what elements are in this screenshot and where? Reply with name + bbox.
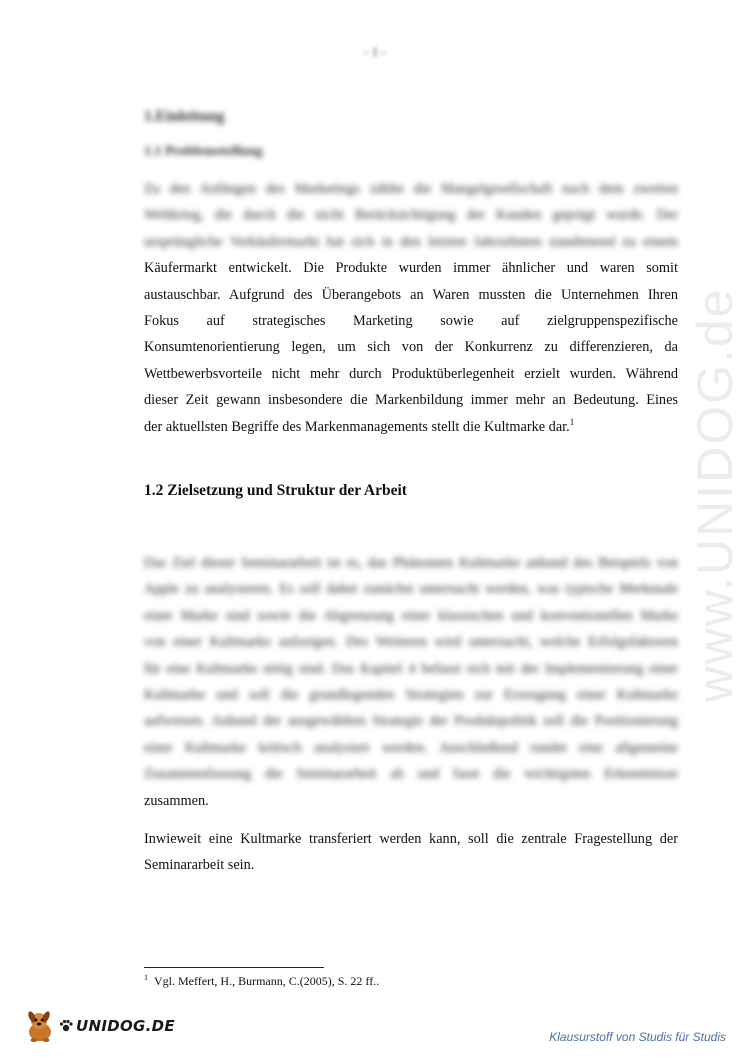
- text-line: Zu den Anfängen des Marketings zählte die Mangelgesellschaft nach dem zweiten: [144, 181, 678, 197]
- paragraph-research-question: [144, 826, 678, 879]
- text-line: zusammen.: [144, 792, 209, 809]
- footnote-divider: [144, 967, 324, 968]
- chapter-heading: 1.Einleitung: [144, 108, 225, 125]
- text-line: Das Ziel dieser Seminararbeit ist es, das Phänomen Kultmarke anhand des Beispiels von: [144, 555, 678, 571]
- text-line: von einer Kultmarke aufzeigen. Des Weiteren wird untersucht, welche Erfolgsfaktoren: [144, 634, 678, 651]
- text-line: aufweisen. Anhand der ausgewählten Strategie der Produktpolitik soll die Positionierung: [144, 713, 678, 730]
- text-line: [144, 414, 678, 440]
- tagline: Klausurstoff von Studis für Studis: [549, 1030, 726, 1044]
- text-line: Weltkrieg, die durch die nicht Berücksichtigung der Kunden geprägt wurde. Der: [144, 207, 678, 224]
- text-line: Käufermarkt entwickelt. Die Produkte wurden immer ähnlicher und waren somit: [144, 260, 678, 277]
- text-line: Kultmarke und soll die grundlegenden Strategien zur Erzeugung einer Kultmarke: [144, 686, 678, 703]
- paragraph-objectives: [144, 550, 678, 814]
- text-line: Zusammenfassung die Seminararbeit ab und fasst die wichtigsten Erkenntnisse: [144, 766, 678, 783]
- section-heading-problem: 1.1 Problemstellung: [144, 144, 263, 159]
- text-line: dieser Zeit gewann insbesondere die Markenbildung immer mehr an Bedeutung. Eines: [144, 392, 678, 409]
- footnote-mark: 1: [144, 973, 148, 982]
- text-line: einer Kultmarke kritisch analysiert werden. Anschließend rundet eine allgemeine: [144, 739, 678, 756]
- watermark: www.UNIDOG.de: [687, 287, 743, 703]
- text-line: Wettbewerbsvorteile nicht mehr durch Produktüberlegenheit erzielt wurden. Während: [144, 365, 678, 382]
- section-heading-objectives: 1.2 Zielsetzung und Struktur der Arbeit: [144, 482, 407, 499]
- paragraph-problem: [144, 176, 678, 440]
- unidog-logo[interactable]: [22, 1006, 175, 1046]
- text-line: Apple zu analysieren. Es soll dabei zunächst untersucht werden, was typische Merkmale: [144, 581, 678, 598]
- footnote: [144, 973, 379, 989]
- dog-mascot-icon: [22, 1008, 58, 1044]
- text-line-content: der aktuellsten Begriffe des Markenmanagements stellt die Kultmarke dar.: [144, 418, 570, 435]
- logo-text: UNIDOG.DE: [76, 1017, 175, 1035]
- text-line: Konsumtenorientierung legen, um sich von der Konkurrenz zu differenzieren, da: [144, 339, 678, 356]
- text-line: austauschbar. Aufgrund des Überangebots an Waren mussten die Unternehmen Ihren: [144, 286, 678, 303]
- page-number: - 1 -: [364, 44, 386, 59]
- text-line: Fokus auf strategisches Marketing sowie auf zielgruppenspezifische: [144, 312, 678, 329]
- paw-icon: [58, 1018, 74, 1034]
- text-line: Seminararbeit sein.: [144, 857, 255, 874]
- text-line: einer Marke sind sowie die Abgrenzung einer klassischen und konventionellen Marke: [144, 607, 678, 624]
- footnote-text: Vgl. Meffert, H., Burmann, C.(2005), S. 22 ff..: [154, 974, 380, 988]
- text-line: ursprüngliche Verkäufermarkt hat sich in den letzten Jahrzehnten zunehmend zu einem: [144, 233, 678, 250]
- footnote-reference[interactable]: 1: [569, 416, 575, 427]
- text-line: Inwieweit eine Kultmarke transferiert werden kann, soll die zentrale Fragestellung der: [144, 831, 678, 847]
- text-line: für eine Kultmarke nötig sind. Das Kapitel 4 befasst sich mit der Implementierung einer: [144, 660, 678, 677]
